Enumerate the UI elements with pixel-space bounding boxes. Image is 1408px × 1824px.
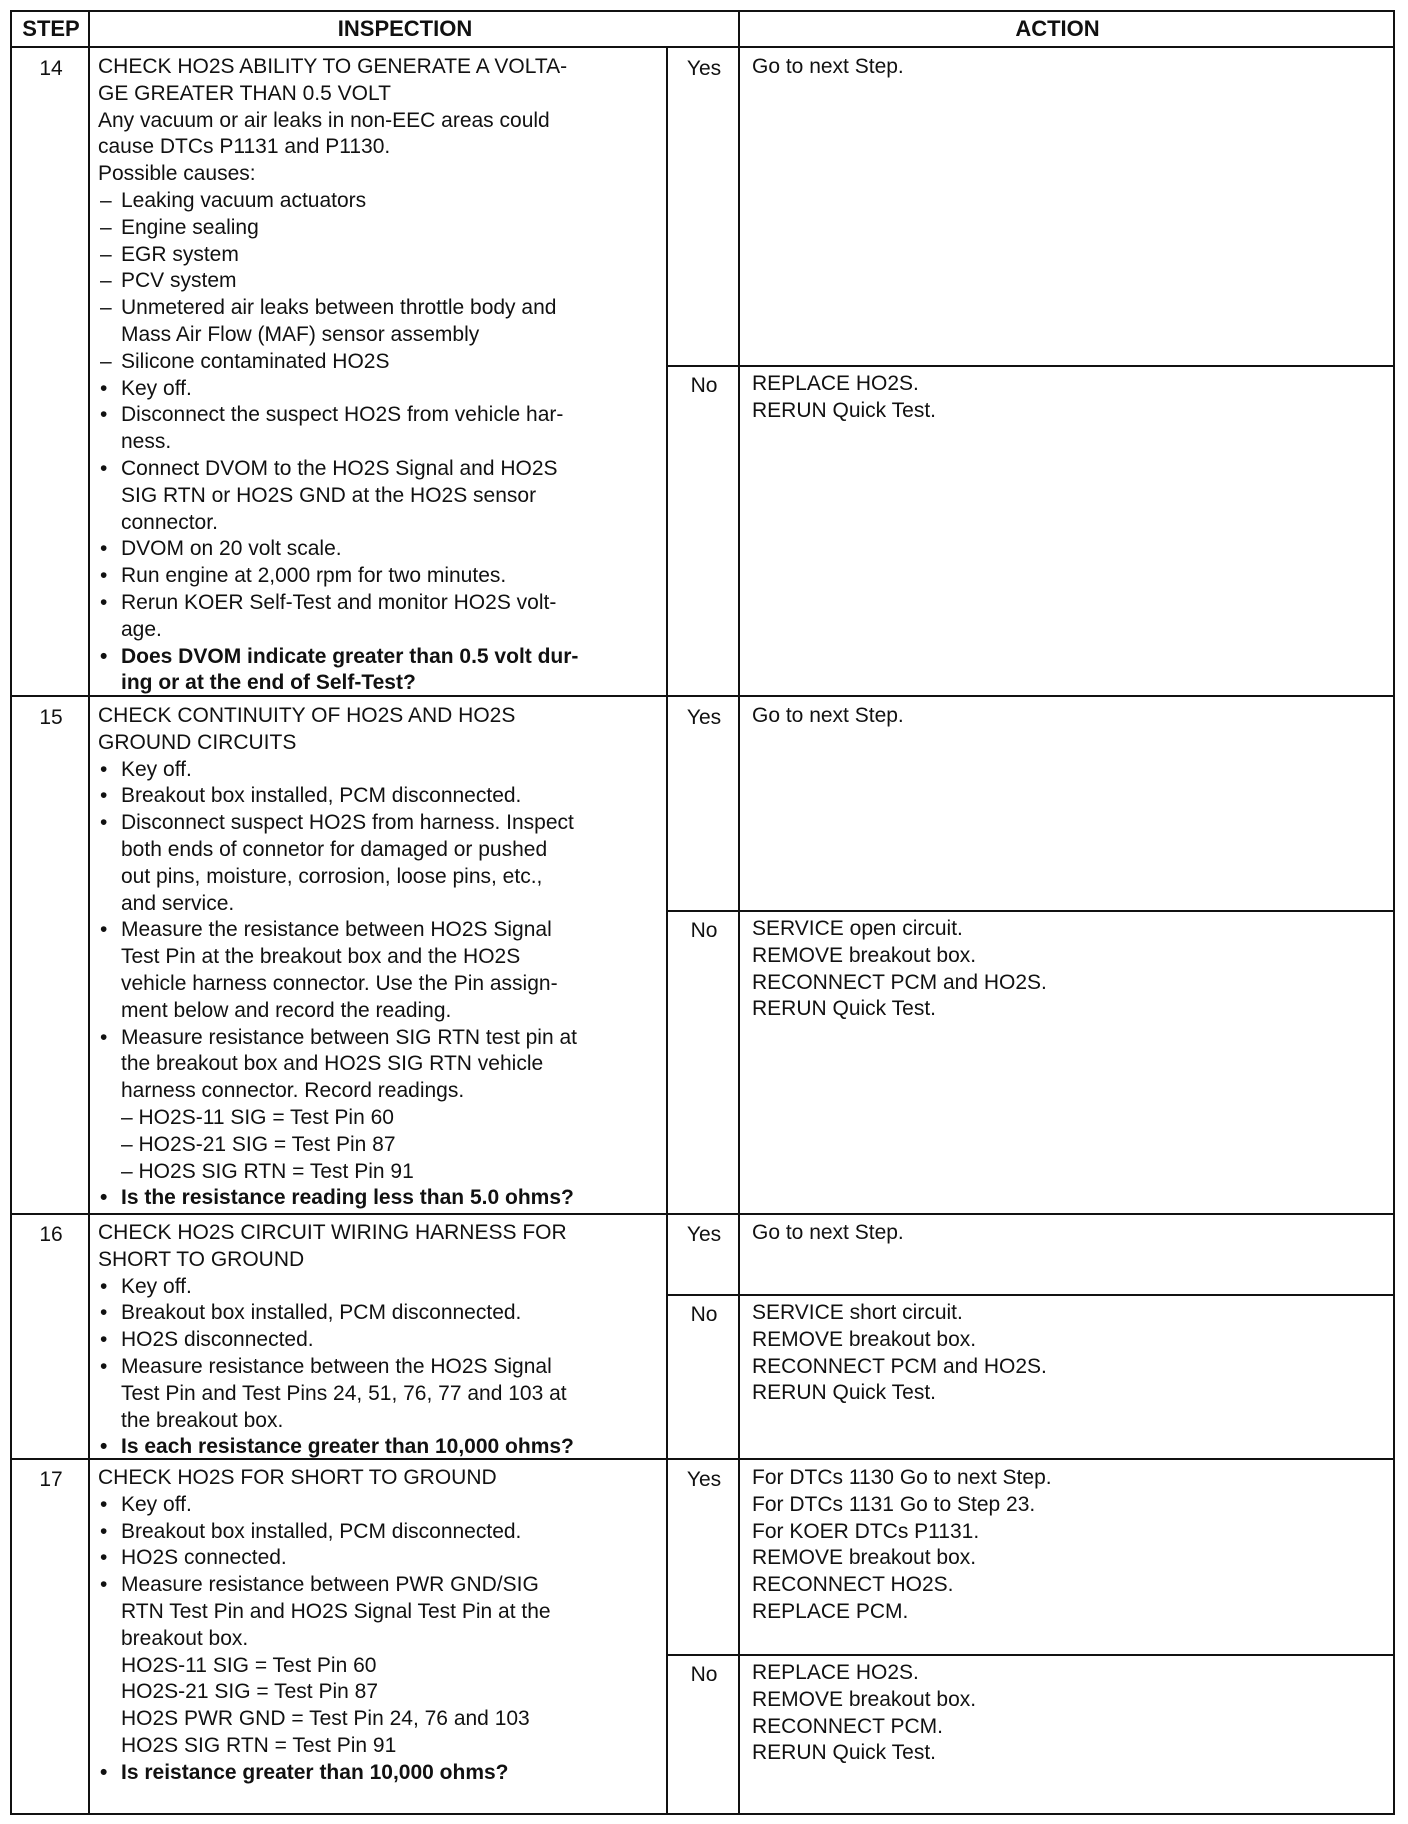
yesno-divider-17 — [666, 1654, 1395, 1656]
action-line: Go to next Step. — [752, 55, 904, 78]
action-line: RECONNECT HO2S. — [752, 1573, 954, 1597]
inspection-line: • Disconnect suspect HO2S from harness. Inspect — [98, 810, 577, 837]
action-no-text — [752, 1660, 976, 1767]
no-label: No — [690, 374, 718, 397]
no-label: No — [690, 1303, 718, 1326]
inspection-line: – PCV system — [98, 268, 578, 295]
inspection-line: • HO2S disconnected. — [98, 1327, 574, 1354]
inspection-line: • Measure the resistance between HO2S Signal — [98, 917, 577, 944]
action-line: REPLACE HO2S. — [752, 372, 919, 395]
inspection-line: • Key off. — [98, 757, 577, 784]
inspection-line: • DVOM on 20 volt scale. — [98, 536, 578, 563]
step-number: 17 — [39, 1468, 63, 1491]
action-yes-text — [752, 54, 904, 81]
yes-label: Yes — [686, 57, 722, 80]
inspection-line: Mass Air Flow (MAF) sensor assembly — [121, 322, 480, 346]
header-action: ACTION — [720, 12, 1395, 48]
action-line: RERUN Quick Test. — [752, 398, 936, 422]
inspection-line: SIG RTN or HO2S GND at the HO2S sensor — [121, 483, 537, 507]
action-line: For DTCs 1131 Go to Step 23. — [752, 1492, 1036, 1516]
inspection-line: • Is each resistance greater than 10,000 ohms? — [98, 1434, 574, 1461]
action-line: REPLACE HO2S. — [752, 1661, 919, 1684]
inspection-text — [98, 54, 578, 697]
inspection-line: GROUND CIRCUITS — [98, 730, 297, 754]
inspection-line: • Measure resistance between PWR GND/SIG — [98, 1572, 551, 1599]
inspection-line: and service. — [121, 891, 235, 915]
action-line: RERUN Quick Test. — [752, 997, 936, 1021]
inspection-line: • HO2S connected. — [98, 1545, 551, 1572]
inspection-line: ing or at the end of Self-Test? — [121, 671, 416, 695]
inspection-line: SHORT TO GROUND — [98, 1247, 305, 1271]
inspection-line: • Disconnect the suspect HO2S from vehicle har- — [98, 402, 578, 429]
inspection-line: – HO2S SIG RTN = Test Pin 91 — [121, 1159, 414, 1183]
inspection-line: ment below and record the reading. — [121, 998, 452, 1022]
inspection-line: breakout box. — [121, 1626, 249, 1650]
yesno-divider-15 — [666, 910, 1395, 912]
inspection-line: – Engine sealing — [98, 215, 578, 242]
inspection-line: • Breakout box installed, PCM disconnected. — [98, 1519, 551, 1546]
inspection-line: • Rerun KOER Self-Test and monitor HO2S volt- — [98, 590, 578, 617]
inspection-line: • Key off. — [98, 376, 578, 403]
col-divider-step — [88, 12, 90, 1815]
action-no-text — [752, 371, 936, 425]
inspection-line: – HO2S-11 SIG = Test Pin 60 — [121, 1105, 394, 1129]
step-number: 15 — [39, 706, 63, 729]
procedure-table — [10, 10, 1395, 1815]
inspection-line: CHECK CONTINUITY OF HO2S AND HO2S — [98, 704, 516, 727]
inspection-line: • Run engine at 2,000 rpm for two minutes. — [98, 563, 578, 590]
action-line: Go to next Step. — [752, 1221, 904, 1244]
action-line: Go to next Step. — [752, 704, 904, 727]
inspection-line: connector. — [121, 510, 218, 534]
no-label: No — [690, 1663, 718, 1686]
action-line: RERUN Quick Test. — [752, 1381, 936, 1405]
inspection-line: – HO2S-21 SIG = Test Pin 87 — [121, 1132, 396, 1156]
row-divider-15 — [12, 1213, 1395, 1215]
action-line: RERUN Quick Test. — [752, 1741, 936, 1765]
yesno-divider-16 — [666, 1294, 1395, 1296]
inspection-line: GE GREATER THAN 0.5 VOLT — [98, 81, 391, 105]
inspection-line: vehicle harness connector. Use the Pin assign- — [121, 971, 558, 995]
inspection-line: • Connect DVOM to the HO2S Signal and HO2S — [98, 456, 578, 483]
inspection-line: ness. — [121, 430, 172, 454]
inspection-line: • Is the resistance reading less than 5.0 ohms? — [98, 1185, 577, 1212]
yes-label: Yes — [686, 1223, 722, 1246]
action-no-text — [752, 916, 1047, 1023]
action-line: REMOVE breakout box. — [752, 1327, 977, 1351]
inspection-line: harness connector. Record readings. — [121, 1079, 465, 1103]
inspection-line: • Is reistance greater than 10,000 ohms? — [98, 1760, 551, 1787]
inspection-line: HO2S-21 SIG = Test Pin 87 — [121, 1680, 378, 1704]
inspection-line: out pins, moisture, corrosion, loose pins, etc., — [121, 864, 543, 888]
inspection-line: • Breakout box installed, PCM disconnected. — [98, 1300, 574, 1327]
action-line: REPLACE PCM. — [752, 1599, 909, 1623]
header-inspection: INSPECTION — [90, 12, 720, 48]
inspection-line: – Unmetered air leaks between throttle body and — [98, 295, 578, 322]
inspection-line: the breakout box and HO2S SIG RTN vehicle — [121, 1052, 544, 1076]
action-line: RECONNECT PCM. — [752, 1714, 943, 1738]
inspection-line: both ends of connetor for damaged or pushed — [121, 837, 548, 861]
inspection-line: • Key off. — [98, 1274, 574, 1301]
inspection-text — [98, 703, 577, 1212]
inspection-line: • Key off. — [98, 1492, 551, 1519]
action-line: SERVICE short circuit. — [752, 1301, 963, 1324]
inspection-line: CHECK HO2S FOR SHORT TO GROUND — [98, 1466, 497, 1489]
action-no-text — [752, 1300, 1047, 1407]
inspection-line: cause DTCs P1131 and P1130. — [98, 135, 391, 159]
inspection-text — [98, 1465, 551, 1787]
inspection-line: • Measure resistance between the HO2S Signal — [98, 1354, 574, 1381]
action-line: REMOVE breakout box. — [752, 943, 977, 967]
inspection-line: • Measure resistance between SIG RTN test pin at — [98, 1025, 577, 1052]
action-line: RECONNECT PCM and HO2S. — [752, 970, 1047, 994]
inspection-line: • Does DVOM indicate greater than 0.5 volt dur- — [98, 644, 578, 671]
yesno-divider-14 — [666, 365, 1395, 367]
no-label: No — [690, 919, 718, 942]
action-line: REMOVE breakout box. — [752, 1546, 977, 1570]
inspection-line: Any vacuum or air leaks in non-EEC areas could — [98, 108, 550, 132]
action-line: RECONNECT PCM and HO2S. — [752, 1354, 1047, 1378]
inspection-line: age. — [121, 617, 162, 641]
action-line: For DTCs 1130 Go to next Step. — [752, 1466, 1052, 1489]
action-yes-text — [752, 1465, 1052, 1626]
inspection-line: • Breakout box installed, PCM disconnected. — [98, 783, 577, 810]
inspection-line: HO2S PWR GND = Test Pin 24, 76 and 103 — [121, 1707, 530, 1731]
inspection-line: the breakout box. — [121, 1408, 284, 1432]
action-line: REMOVE breakout box. — [752, 1687, 977, 1711]
inspection-line: – EGR system — [98, 242, 578, 269]
action-line: For KOER DTCs P1131. — [752, 1519, 980, 1543]
inspection-line: Possible causes: — [98, 162, 256, 186]
step-number: 14 — [39, 57, 63, 80]
inspection-line: – Silicone contaminated HO2S — [98, 349, 578, 376]
action-line: SERVICE open circuit. — [752, 917, 963, 940]
yes-label: Yes — [686, 706, 722, 729]
action-yes-text — [752, 1220, 904, 1247]
inspection-line: RTN Test Pin and HO2S Signal Test Pin at the — [121, 1599, 551, 1623]
inspection-line: Test Pin at the breakout box and the HO2S — [121, 945, 521, 969]
yes-label: Yes — [686, 1468, 722, 1491]
inspection-line: Test Pin and Test Pins 24, 51, 76, 77 and 103 at — [121, 1381, 567, 1405]
inspection-line: CHECK HO2S ABILITY TO GENERATE A VOLTA- — [98, 55, 568, 78]
inspection-line: CHECK HO2S CIRCUIT WIRING HARNESS FOR — [98, 1221, 567, 1244]
inspection-line: HO2S-11 SIG = Test Pin 60 — [121, 1653, 377, 1677]
inspection-line: HO2S SIG RTN = Test Pin 91 — [121, 1733, 397, 1757]
action-yes-text — [752, 703, 904, 730]
col-divider-action — [738, 12, 740, 1815]
header-step: STEP — [12, 12, 90, 48]
inspection-line: – Leaking vacuum actuators — [98, 188, 578, 215]
step-number: 16 — [39, 1223, 63, 1246]
inspection-text — [98, 1220, 574, 1461]
